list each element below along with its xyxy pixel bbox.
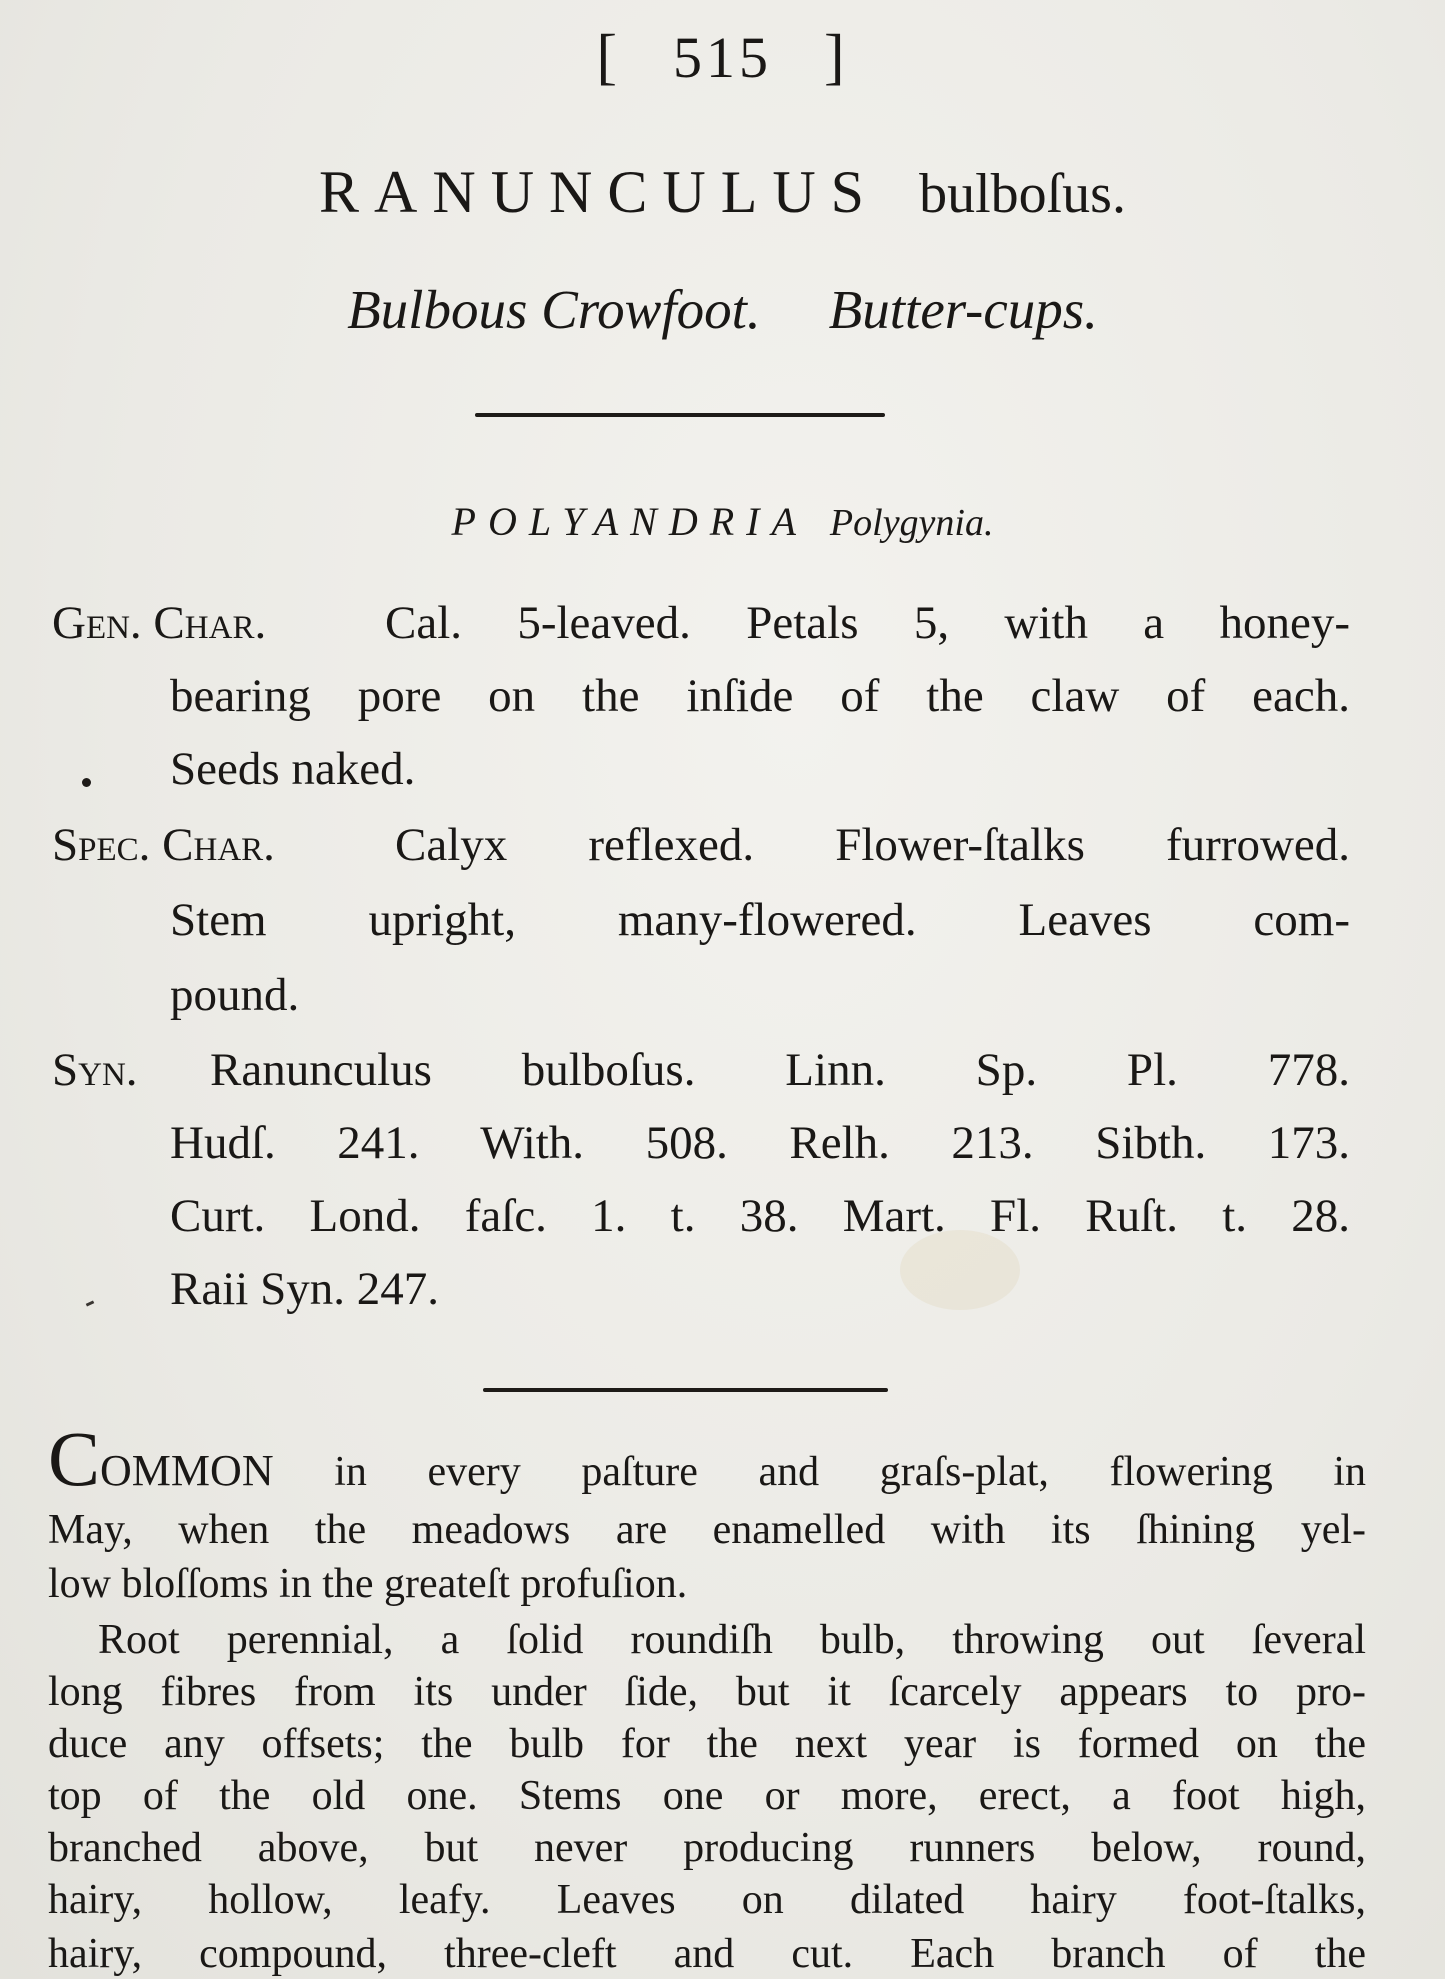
description-line: low bloſſoms in the greateſt profuſion. <box>48 1561 688 1607</box>
description-line: hairy, compound, three-cleft and cut. Each branch of the <box>48 1931 1366 1977</box>
page-number: [ 515 ] <box>596 23 849 91</box>
linnaean-classification <box>0 498 1445 545</box>
drop-initial: C <box>48 1415 101 1502</box>
syn-line: Ranunculus bulboſus. Linn. Sp. Pl. 778. <box>210 1044 1350 1096</box>
class-name: POLYANDRIA <box>451 499 808 544</box>
description-line: duce any offsets; the bulb for the next year is formed on the <box>48 1721 1366 1767</box>
description-line: top of the old one. Stems one or more, erect, a foot high, <box>48 1773 1366 1819</box>
description-text: in every paſture and graſs-plat, flowering in <box>334 1449 1366 1495</box>
gen-char-line: bearing pore on the inſide of the claw of each. <box>170 670 1350 722</box>
spec-char-line: Stem upright, many-flowered. Leaves com- <box>170 894 1350 946</box>
syn-line: Curt. Lond. faſc. 1. t. 38. Mart. Fl. Ruſt. t. 28. <box>170 1190 1350 1242</box>
species-name: bulboſus. <box>919 163 1126 225</box>
description-line: long fibres from its under ſide, but it ſcarcely appears to pro- <box>48 1669 1366 1715</box>
description-line: branched above, but never producing runners below, round, <box>48 1825 1366 1871</box>
syn-line: Raii Syn. 247. <box>170 1263 439 1315</box>
common-name-a: Bulbous Crowfoot. <box>347 279 761 340</box>
genus-name: RANUNCULUS <box>319 159 880 225</box>
spec-char-label: Spec. Char. <box>52 819 275 871</box>
order-name: Polygynia. <box>829 502 994 544</box>
common-names <box>0 278 1445 341</box>
spec-char-line: Calyx reflexed. Flower-ſtalks furrowed. <box>395 819 1350 871</box>
gen-char-label: Gen. Char. <box>52 597 267 649</box>
spec-char-line: pound. <box>170 969 300 1021</box>
description-line <box>48 1415 1366 1502</box>
page-number-value: 515 <box>673 25 772 90</box>
first-word-rest: OMMON <box>100 1446 274 1495</box>
description-line: May, when the meadows are enamelled with its ſhining yel- <box>48 1507 1366 1553</box>
description-line: Root perennial, a ſolid roundiſh bulb, throwing out ſeveral <box>98 1617 1366 1663</box>
divider-rule <box>483 1388 888 1392</box>
syn-label: Syn. <box>52 1044 138 1096</box>
syn-line: Hudſ. 241. With. 508. Relh. 213. Sibth. 173. <box>170 1117 1350 1169</box>
ink-mark <box>86 1300 95 1306</box>
description-line: hairy, hollow, leafy. Leaves on dilated hairy foot-ſtalks, <box>48 1877 1366 1923</box>
ink-dot <box>82 778 91 787</box>
common-name-b: Butter-cups. <box>828 279 1098 340</box>
gen-char-line: Seeds naked. <box>170 743 416 795</box>
gen-char-line: Cal. 5-leaved. Petals 5, with a honey- <box>385 597 1350 649</box>
page-title <box>0 158 1445 227</box>
divider-rule <box>475 413 885 417</box>
